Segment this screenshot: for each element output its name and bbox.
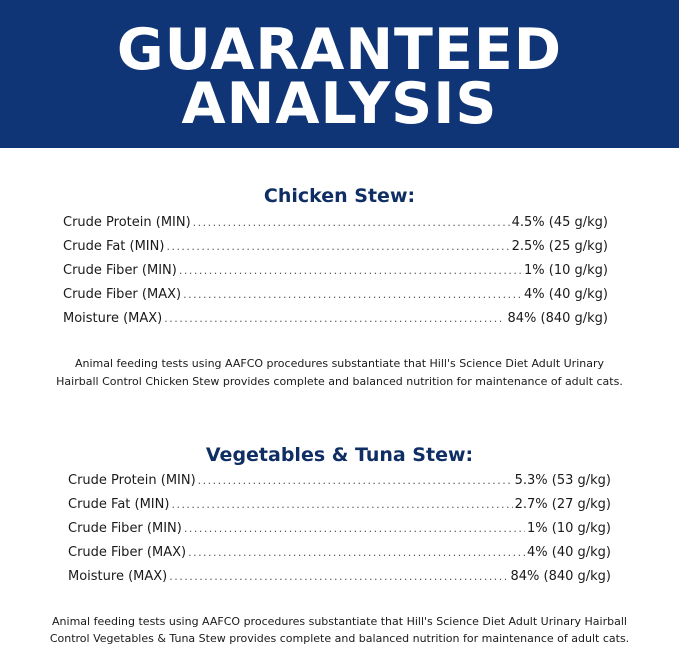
header-title-line2: ANALYSIS [181,71,498,137]
row-label: Crude Fat (MIN) [63,239,165,254]
dot-leader [183,288,522,301]
row-value: 2.7% (27 g/kg) [514,497,611,512]
feeding-statement-line2: Hairball Control Chicken Stew provides complete and balanced nutrition for maintenance of adult cats. [56,375,623,388]
dot-leader [171,498,512,511]
dot-leader [169,570,508,583]
analysis-row [68,569,611,584]
analysis-row [63,311,608,326]
dot-leader [193,216,510,229]
row-label: Moisture (MAX) [68,569,168,584]
dot-leader [179,264,522,277]
row-value: 84% (840 g/kg) [507,311,608,326]
analysis-row [63,263,608,278]
analysis-row [68,521,611,536]
header-banner [0,0,679,148]
row-label: Crude Fiber (MIN) [63,263,177,278]
row-value: 5.3% (53 g/kg) [514,473,611,488]
analysis-row [68,497,611,512]
dot-leader [184,522,525,535]
row-label: Crude Fiber (MIN) [68,521,182,536]
dot-leader [164,312,505,325]
dot-leader [198,474,513,487]
section-title-chicken-stew: Chicken Stew: [263,185,416,207]
analysis-row [68,545,611,560]
analysis-row [63,215,608,230]
analysis-row [63,239,608,254]
row-label: Moisture (MAX) [63,311,163,326]
header-title-line1: GUARANTEED [116,17,563,83]
feeding-statement-line2: Control Vegetables & Tuna Stew provides complete and balanced nutrition for maintenance of adult cats. [49,632,630,645]
row-label: Crude Protein (MIN) [68,473,196,488]
row-value: 4.5% (45 g/kg) [511,215,608,230]
row-label: Crude Fiber (MAX) [63,287,182,302]
row-value: 4% (40 g/kg) [524,287,608,302]
row-label: Crude Fat (MIN) [68,497,170,512]
row-value: 1% (10 g/kg) [527,521,611,536]
row-value: 84% (840 g/kg) [510,569,611,584]
row-value: 4% (40 g/kg) [527,545,611,560]
row-label: Crude Fiber (MAX) [68,545,187,560]
dot-leader [188,546,525,559]
feeding-statement-line1: Animal feeding tests using AAFCO procedures substantiate that Hill's Science Diet Adult Urinary Hairball [52,615,627,628]
row-value: 2.5% (25 g/kg) [511,239,608,254]
feeding-statement-line1: Animal feeding tests using AAFCO procedures substantiate that Hill's Science Diet Adult Urinary [75,357,604,370]
dot-leader [166,240,509,253]
analysis-row [63,287,608,302]
row-label: Crude Protein (MIN) [63,215,191,230]
row-value: 1% (10 g/kg) [524,263,608,278]
section-title-vegetables-tuna-stew: Vegetables & Tuna Stew: [205,444,474,466]
analysis-row [68,473,611,488]
